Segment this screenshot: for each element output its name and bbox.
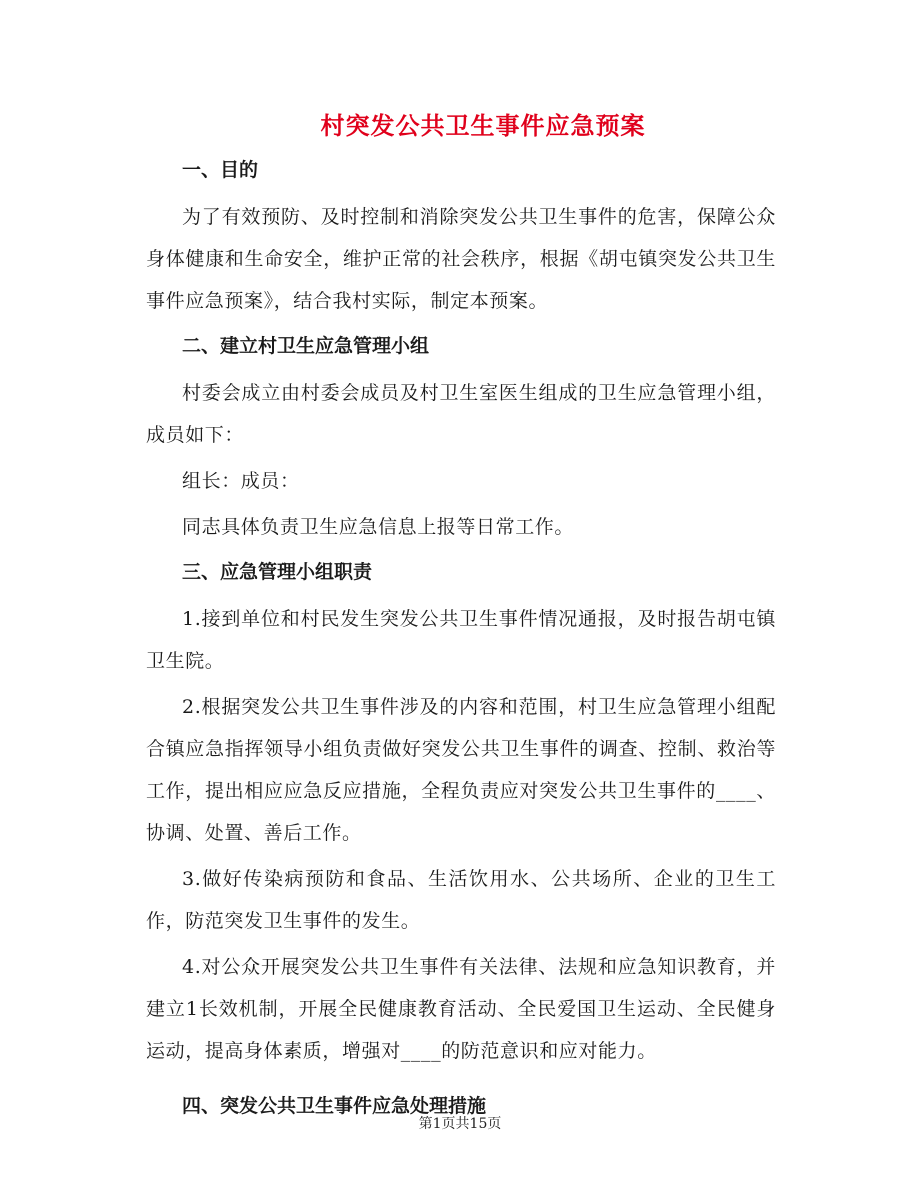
section-heading-purpose: 一、目的 [182,159,259,181]
paragraph: 3.做好传染病预防和食品、生活饮用水、公共场所、企业的卫生工作，防范突发卫生事件的发生。 [146,868,776,932]
page-number: 第1页共15页 [418,1116,502,1132]
paragraph: 村委会成立由村委会成员及村卫生室医生组成的卫生应急管理小组，成员如下： [146,382,776,446]
paragraph: 为了有效预防、及时控制和消除突发公共卫生事件的危害，保障公众身体健康和生命安全，维护正常的社会秩序，根据《胡屯镇突发公共卫生事件应急预案》，结合我村实际，制定本预案。 [146,206,776,312]
document-body [146,150,776,1132]
section-heading-duties: 三、应急管理小组职责 [182,561,373,583]
paragraph: 4.对公众开展突发公共卫生事件有关法律、法规和应急知识教育，并建立1长效机制，开展全民健康教育活动、全民爱国卫生运动、全民健身运动，提高身体素质，增强对____的防范意识和应对能力。 [146,956,776,1062]
section-heading-measures: 四、突发公共卫生事件应急处理措施 [182,1095,487,1117]
section-heading-team: 二、建立村卫生应急管理小组 [182,335,430,357]
paragraph: 组长：成员： [182,470,300,492]
paragraph: 2.根据突发公共卫生事件涉及的内容和范围，村卫生应急管理小组配合镇应急指挥领导小组负责做好突发公共卫生事件的调查、控制、救治等工作，提出相应应急反应措施，全程负责应对突发公共卫生事件的____、协调、处置、善后工作。 [146,696,776,844]
paragraph: 同志具体负责卫生应急信息上报等日常工作。 [182,516,575,538]
document-title: 村突发公共卫生事件应急预案 [320,111,646,140]
paragraph: 1.接到单位和村民发生突发公共卫生事件情况通报，及时报告胡屯镇卫生院。 [146,608,776,672]
